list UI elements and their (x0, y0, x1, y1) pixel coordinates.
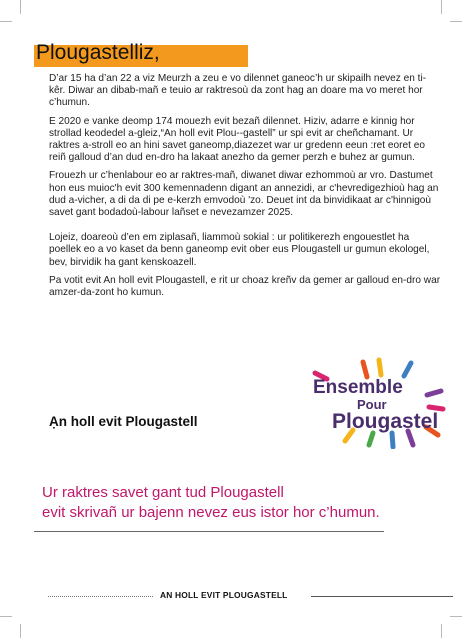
crop-mark (441, 624, 442, 638)
tagline-line: evit skrivañ ur bajenn nevez eus istor hor c’humun. (42, 504, 380, 521)
footer-text: AN HOLL EVIT PLOUGASTELL (160, 590, 288, 600)
ensemble-pour-plougastel-logo (305, 357, 455, 449)
divider (34, 531, 384, 532)
page-title: Plougastelliz, (36, 41, 160, 64)
logo-text-ensemble: Ensemble (313, 377, 403, 398)
paragraph: Pa votit evit An holl evit Plougastell, e rit ur choaz kreñv da gemer ar galloud en-dro war amzer-da-zont ho kumun. (49, 274, 441, 299)
signature: Ạn holl evit Plougastell (49, 414, 198, 429)
letter-body (49, 73, 441, 305)
logo-text-plougastel: Plougastel (332, 410, 439, 433)
crop-mark (20, 624, 21, 638)
logo-text-pour: Pour (357, 397, 387, 412)
crop-mark (0, 616, 12, 617)
footer-rule-right (311, 596, 453, 597)
paragraph: D’ar 15 ha d’an 22 a viz Meurzh a zeu e vo dilennet ganeoc’h ur skipailh nevez en ti-kêr. Diwar an dibab-mañ e teuio ar raktresoù da zont hag an doare ma vo meret hor c’humun. (49, 73, 427, 109)
crop-mark (441, 0, 442, 14)
footer-rule-left (48, 596, 153, 597)
paragraph: Frouezh ur c’henlabour eo ar raktres-mañ, diwanet diwar ezhommoù ar vro. Dastumet hon eus muioc'h evit 300 kemennadenn digant an annezidi, ar c'hevredigezhioù hag an dud a-vicher, a di da di pe e-kerzh emvodoù 'zo. Deuet int da binvidikaat ar c'hinnigoù savet gant bodadoù-labour lañset e nevezamzer 2025. (49, 170, 439, 219)
crop-mark (450, 21, 462, 22)
tagline (42, 483, 380, 523)
paragraph: E 2020 e vanke deomp 174 mouezh evit bezañ dilennet. Hiziv, adarre e kinnig hor strollad keodedel a-gleiz,“An holl evit Plou--gastell” ur spi evit ar cheñchamant. Ur raktres a-stroll eo an hini savet ganeomp,diazezet war ur gredenn eeun :ret eoret eo reiñ galloud d’an dud en-dro ha lakaat anezho da gemer perzh e buhez ar gumun. (49, 115, 425, 164)
crop-mark (0, 21, 12, 22)
crop-mark (450, 616, 462, 617)
tagline-line: Ur raktres savet gant tud Plougastell (42, 484, 284, 501)
crop-mark (20, 0, 21, 14)
paragraph: Lojeiz, doareoù d’en em ziplasañ, liammoù sokial : ur politikerezh engouestlet ha poellek eo a vo kaset da benn ganeomp evit ober eus Plougastell ur gumun ekologel, bev, birvidik ha gant kenskoazell. (49, 232, 430, 268)
